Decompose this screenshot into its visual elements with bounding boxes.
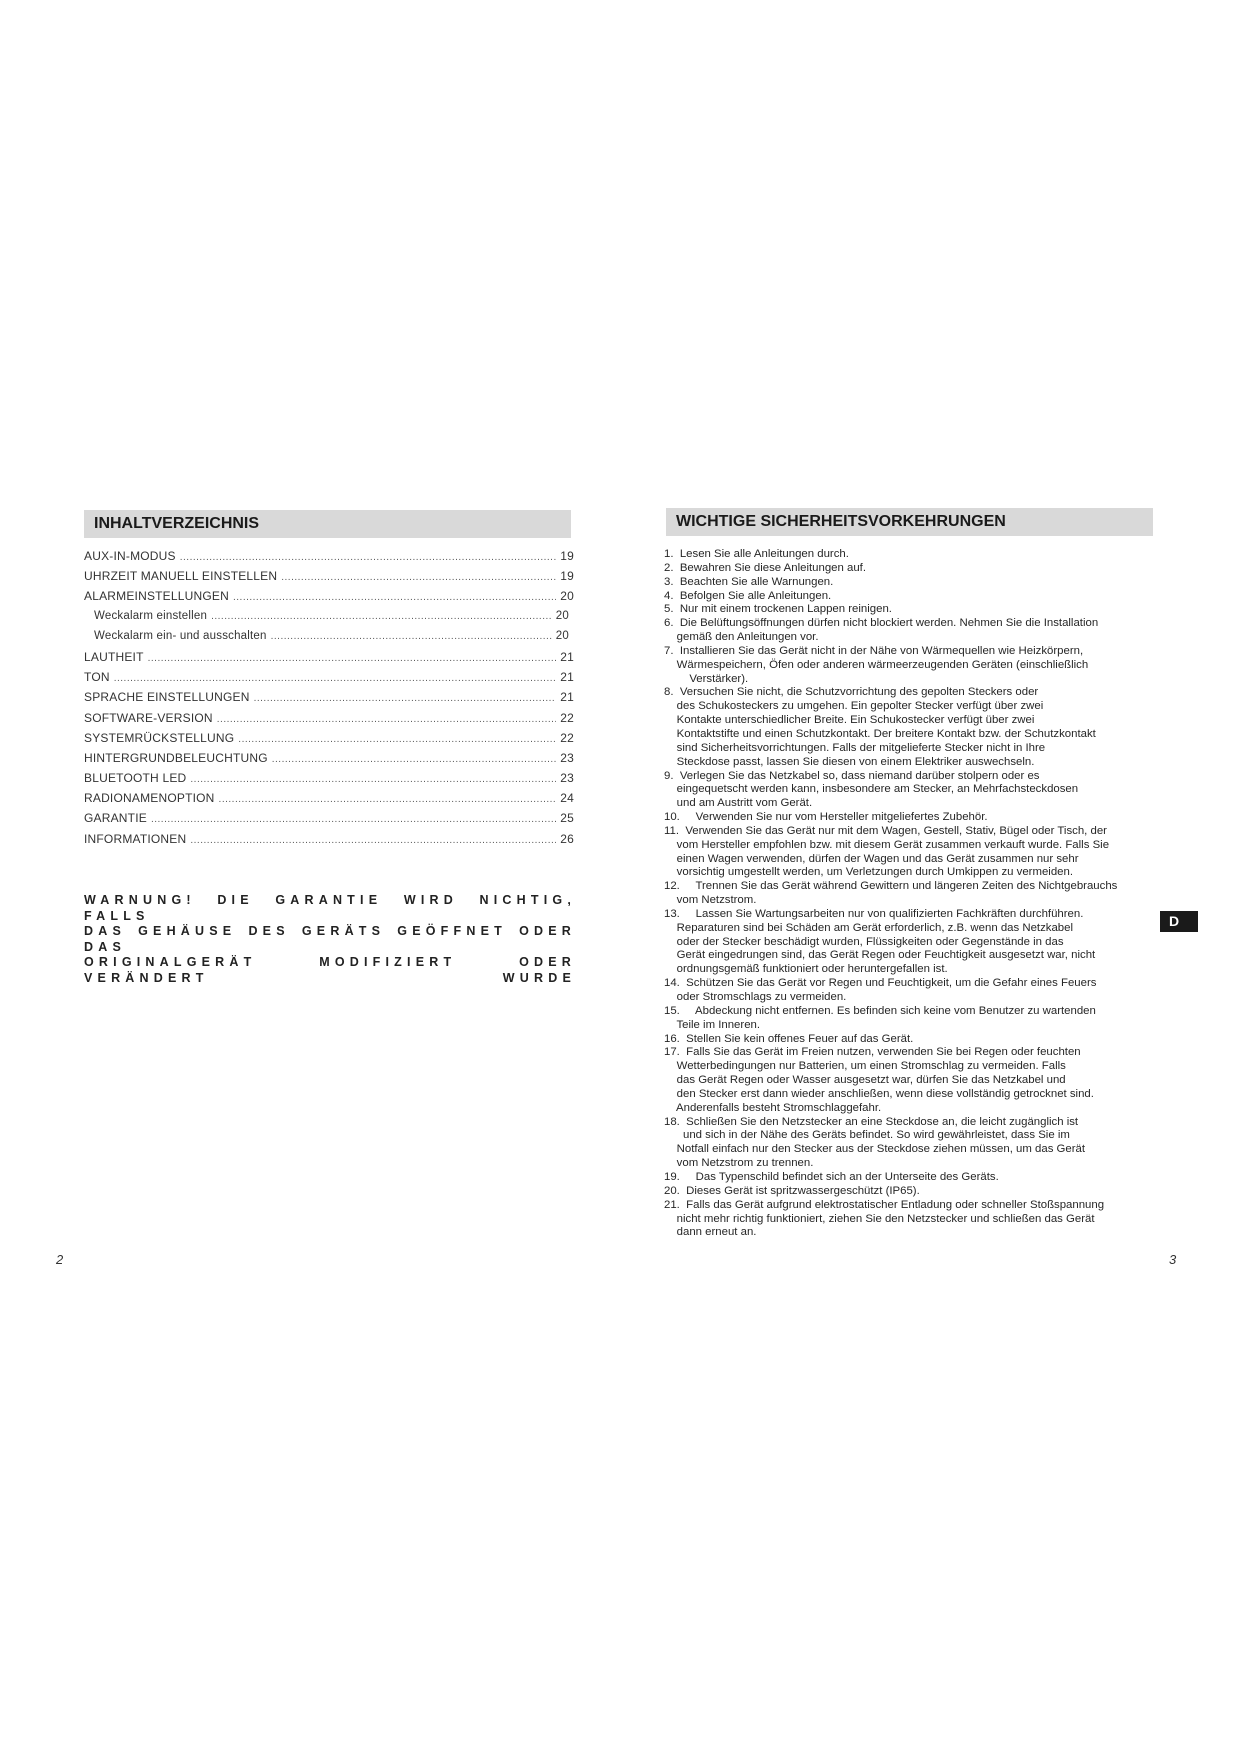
safety-line: 11. Verwenden Sie das Gerät nur mit dem Wagen, Gestell, Stativ, Bügel oder Tisch, der: [664, 824, 1107, 837]
table-of-contents: [84, 549, 574, 852]
safety-line: 15. Abdeckung nicht entfernen. Es befinden sich keine vom Benutzer zu wartenden: [664, 1004, 1096, 1017]
safety-line: Gerät eingedrungen sind, das Gerät Regen oder Feuchtigkeit ausgesetzt war, nicht: [664, 949, 1096, 962]
safety-line: nicht mehr richtig funktioniert, ziehen Sie den Netzstecker und schließen das Gerät: [664, 1212, 1095, 1225]
toc-entry: [84, 832, 574, 852]
safety-header: WICHTIGE SICHERHEITSVORKEHRUNGEN: [666, 508, 1153, 536]
toc-entry: [84, 771, 574, 791]
toc-dot-leader: [148, 653, 557, 664]
safety-line: 16. Stellen Sie kein offenes Feuer auf das Gerät.: [664, 1032, 914, 1045]
toc-dot-leader: [217, 714, 556, 725]
toc-entry: [84, 650, 574, 670]
toc-entry-page: 21: [560, 690, 574, 705]
toc-entry: [84, 811, 574, 831]
toc-dot-leader: [233, 592, 556, 603]
safety-line: einen Wagen verwenden, dürfen der Wagen und das Gerät zusammen nur sehr: [664, 852, 1079, 865]
toc-entry-label: INFORMATIONEN: [84, 831, 187, 846]
toc-entry-label: Weckalarm einstellen: [94, 609, 208, 622]
safety-line: Steckdose passt, lassen Sie diesen von einem Elektriker auswechseln.: [664, 755, 1035, 768]
safety-instructions-list: [664, 548, 1164, 1240]
toc-entry-label: BLUETOOTH LED: [84, 771, 187, 786]
toc-entry-page: 19: [560, 569, 574, 584]
toc-dot-leader: [271, 631, 552, 642]
toc-dot-leader: [219, 794, 557, 805]
toc-entry-label: SPRACHE EINSTELLUNGEN: [84, 690, 250, 705]
toc-entry-page: 23: [560, 771, 574, 786]
toc-entry: [84, 791, 574, 811]
safety-line: Verstärker).: [664, 672, 749, 685]
safety-line: ordnungsgemäß funktioniert oder heruntergefallen ist.: [664, 963, 948, 976]
toc-entry-page: 20: [555, 609, 569, 622]
safety-line: vorsichtig umgestellt werden, um Verletzungen durch Umkippen zu vermeiden.: [664, 866, 1073, 879]
toc-dot-leader: [211, 611, 552, 622]
safety-line: 6. Die Belüftungsöffnungen dürfen nicht blockiert werden. Nehmen Sie die Installation: [664, 617, 1099, 630]
safety-line: vom Hersteller empfohlen bzw. mit diesem Gerät zusammen verkauft wurde. Falls Sie: [664, 838, 1110, 851]
safety-line: dann erneut an.: [664, 1226, 757, 1239]
toc-dot-leader: [190, 835, 556, 846]
safety-line: Anderenfalls besteht Stromschlaggefahr.: [664, 1101, 882, 1114]
toc-dot-leader: [151, 814, 556, 825]
safety-line: vom Netzstrom zu trennen.: [664, 1157, 814, 1170]
safety-line: und sich in der Nähe des Geräts befindet. So wird gewährleistet, dass Sie im: [664, 1129, 1070, 1142]
toc-entry-label: UHRZEIT MANUELL EINSTELLEN: [84, 569, 278, 584]
toc-dot-leader: [281, 572, 556, 583]
safety-line: 2. Bewahren Sie diese Anleitungen auf.: [664, 561, 867, 574]
safety-line: 8. Versuchen Sie nicht, die Schutzvorrichtung des gepolten Steckers oder: [664, 686, 1039, 699]
toc-entry-page: 24: [560, 791, 574, 806]
page-number-right: 3: [1169, 1252, 1177, 1267]
toc-entry-label: LAUTHEIT: [84, 649, 144, 664]
toc-entry-label: ALARMEINSTELLUNGEN: [84, 589, 229, 604]
safety-line: sind Sicherheitsvorrichtungen. Falls der mitgelieferte Stecker nicht in Ihre: [664, 741, 1046, 754]
toc-entry-page: 19: [560, 549, 574, 563]
toc-dot-leader: [238, 734, 556, 745]
safety-line: Teile im Inneren.: [664, 1018, 761, 1031]
safety-line: Reparaturen sind bei Schäden am Gerät erforderlich, z.B. wenn das Netzkabel: [664, 921, 1074, 934]
warranty-warning: [84, 893, 576, 986]
language-badge: D: [1160, 911, 1198, 932]
toc-entry: [84, 670, 574, 690]
toc-dot-leader: [114, 673, 557, 684]
safety-line: 3. Beachten Sie alle Warnungen.: [664, 575, 834, 588]
safety-line: 21. Falls das Gerät aufgrund elektrostatischer Entladung oder schneller Stoßspannung: [664, 1198, 1105, 1211]
toc-entry-label: HINTERGRUNDBELEUCHTUNG: [84, 750, 268, 765]
safety-line: 9. Verlegen Sie das Netzkabel so, dass niemand darüber stolpern oder es: [664, 769, 1040, 782]
safety-line: vom Netzstrom.: [664, 894, 757, 907]
toc-entry-label: SOFTWARE-VERSION: [84, 710, 213, 725]
toc-entry-page: 26: [560, 831, 574, 846]
toc-entry-label: Weckalarm ein- und ausschalten: [94, 629, 267, 642]
safety-line: Wetterbedingungen nur Batterien, um einen Stromschlag zu vermeiden. Falls: [664, 1060, 1066, 1073]
safety-line: gemäß den Anleitungen vor.: [664, 631, 819, 644]
safety-line: das Gerät Regen oder Wasser ausgesetzt war, dürfen Sie das Netzkabel und: [664, 1074, 1066, 1087]
toc-entry-page: 22: [560, 730, 574, 745]
safety-line: den Stecker erst dann wieder anschließen, wenn diese vollständig getrocknet sind.: [664, 1087, 1094, 1100]
toc-dot-leader: [272, 754, 557, 765]
page-number-left: 2: [56, 1252, 64, 1267]
warning-line: DAS GEHÄUSE DES GERÄTS GEÖFFNET ODER DAS: [84, 924, 576, 954]
safety-line: des Schukosteckers zu umgehen. Ein gepolter Stecker verfügt über zwei: [664, 700, 1044, 713]
safety-line: 20. Dieses Gerät ist spritzwassergeschützt (IP65).: [664, 1184, 920, 1197]
toc-entry-page: 21: [560, 670, 574, 685]
warning-line: WARNUNG! DIE GARANTIE WIRD NICHTIG, FALLS: [84, 893, 576, 923]
warning-line: ORIGINALGERÄT MODIFIZIERT ODER VERÄNDERT WURDE: [84, 955, 576, 985]
toc-entry-page: 21: [560, 649, 574, 664]
toc-header: INHALTVERZEICHNIS: [84, 510, 571, 538]
safety-line: 10. Verwenden Sie nur vom Hersteller mitgeliefertes Zubehör.: [664, 811, 988, 824]
safety-line: 4. Befolgen Sie alle Anleitungen.: [664, 589, 832, 602]
toc-dot-leader: [180, 552, 557, 563]
safety-line: und am Austritt vom Gerät.: [664, 797, 813, 810]
safety-line: 19. Das Typenschild befindet sich an der Unterseite des Geräts.: [664, 1170, 999, 1183]
toc-entry-page: 20: [560, 589, 574, 604]
toc-entry-page: 22: [560, 710, 574, 725]
safety-line: 12. Trennen Sie das Gerät während Gewittern und längeren Zeiten des Nichtgebrauchs: [664, 880, 1118, 893]
toc-entry: [84, 589, 574, 609]
safety-line: 14. Schützen Sie das Gerät vor Regen und Feuchtigkeit, um die Gefahr eines Feuers: [664, 977, 1097, 990]
safety-line: eingequetscht werden kann, insbesondere am Stecker, an Mehrfachsteckdosen: [664, 783, 1079, 796]
safety-line: Kontakte unterschiedlicher Breite. Ein Schukostecker verfügt über zwei: [664, 714, 1035, 727]
toc-entry-label: SYSTEMRÜCKSTELLUNG: [84, 730, 235, 745]
safety-line: oder Stromschlags zu vermeiden.: [664, 991, 847, 1003]
safety-line: Kontaktstifte und einen Schutzkontakt. Der breitere Kontakt bzw. der Schutzkontakt: [664, 727, 1096, 740]
toc-entry: [84, 711, 574, 731]
safety-line: 17. Falls Sie das Gerät im Freien nutzen, verwenden Sie bei Regen oder feuchten: [664, 1046, 1081, 1059]
safety-line: oder der Stecker beschädigt wurden, Flüssigkeiten oder Gegenstände in das: [664, 935, 1064, 948]
safety-line: Wärmespeichern, Öfen oder anderen wärmeerzeugenden Geräten (einschließlich: [664, 658, 1089, 671]
toc-entry: [84, 690, 574, 710]
safety-line: 5. Nur mit einem trockenen Lappen reinigen.: [664, 603, 892, 616]
toc-dot-leader: [254, 693, 557, 704]
toc-entry-label: AUX-IN-MODUS: [84, 549, 176, 563]
toc-entry: [84, 630, 569, 650]
toc-entry: [84, 549, 574, 569]
toc-entry: [84, 569, 574, 589]
safety-line: 1. Lesen Sie alle Anleitungen durch.: [664, 548, 849, 560]
toc-entry: [84, 731, 574, 751]
toc-entry-label: RADIONAMENOPTION: [84, 791, 215, 806]
toc-entry-page: 20: [555, 629, 569, 642]
safety-line: Notfall einfach nur den Stecker aus der Steckdose ziehen müssen, um das Gerät: [664, 1143, 1086, 1156]
toc-entry-page: 23: [560, 750, 574, 765]
toc-entry: [84, 751, 574, 771]
toc-entry-label: GARANTIE: [84, 811, 147, 826]
safety-line: 7. Installieren Sie das Gerät nicht in der Nähe von Wärmequellen wie Heizkörpern,: [664, 644, 1084, 657]
toc-entry: [84, 610, 569, 630]
toc-entry-label: TON: [84, 670, 110, 685]
toc-dot-leader: [190, 774, 556, 785]
toc-entry-page: 25: [560, 811, 574, 826]
safety-line: 13. Lassen Sie Wartungsarbeiten nur von qualifizierten Fachkräften durchführen.: [664, 907, 1084, 920]
safety-line: 18. Schließen Sie den Netzstecker an eine Steckdose an, die leicht zugänglich ist: [664, 1115, 1079, 1128]
